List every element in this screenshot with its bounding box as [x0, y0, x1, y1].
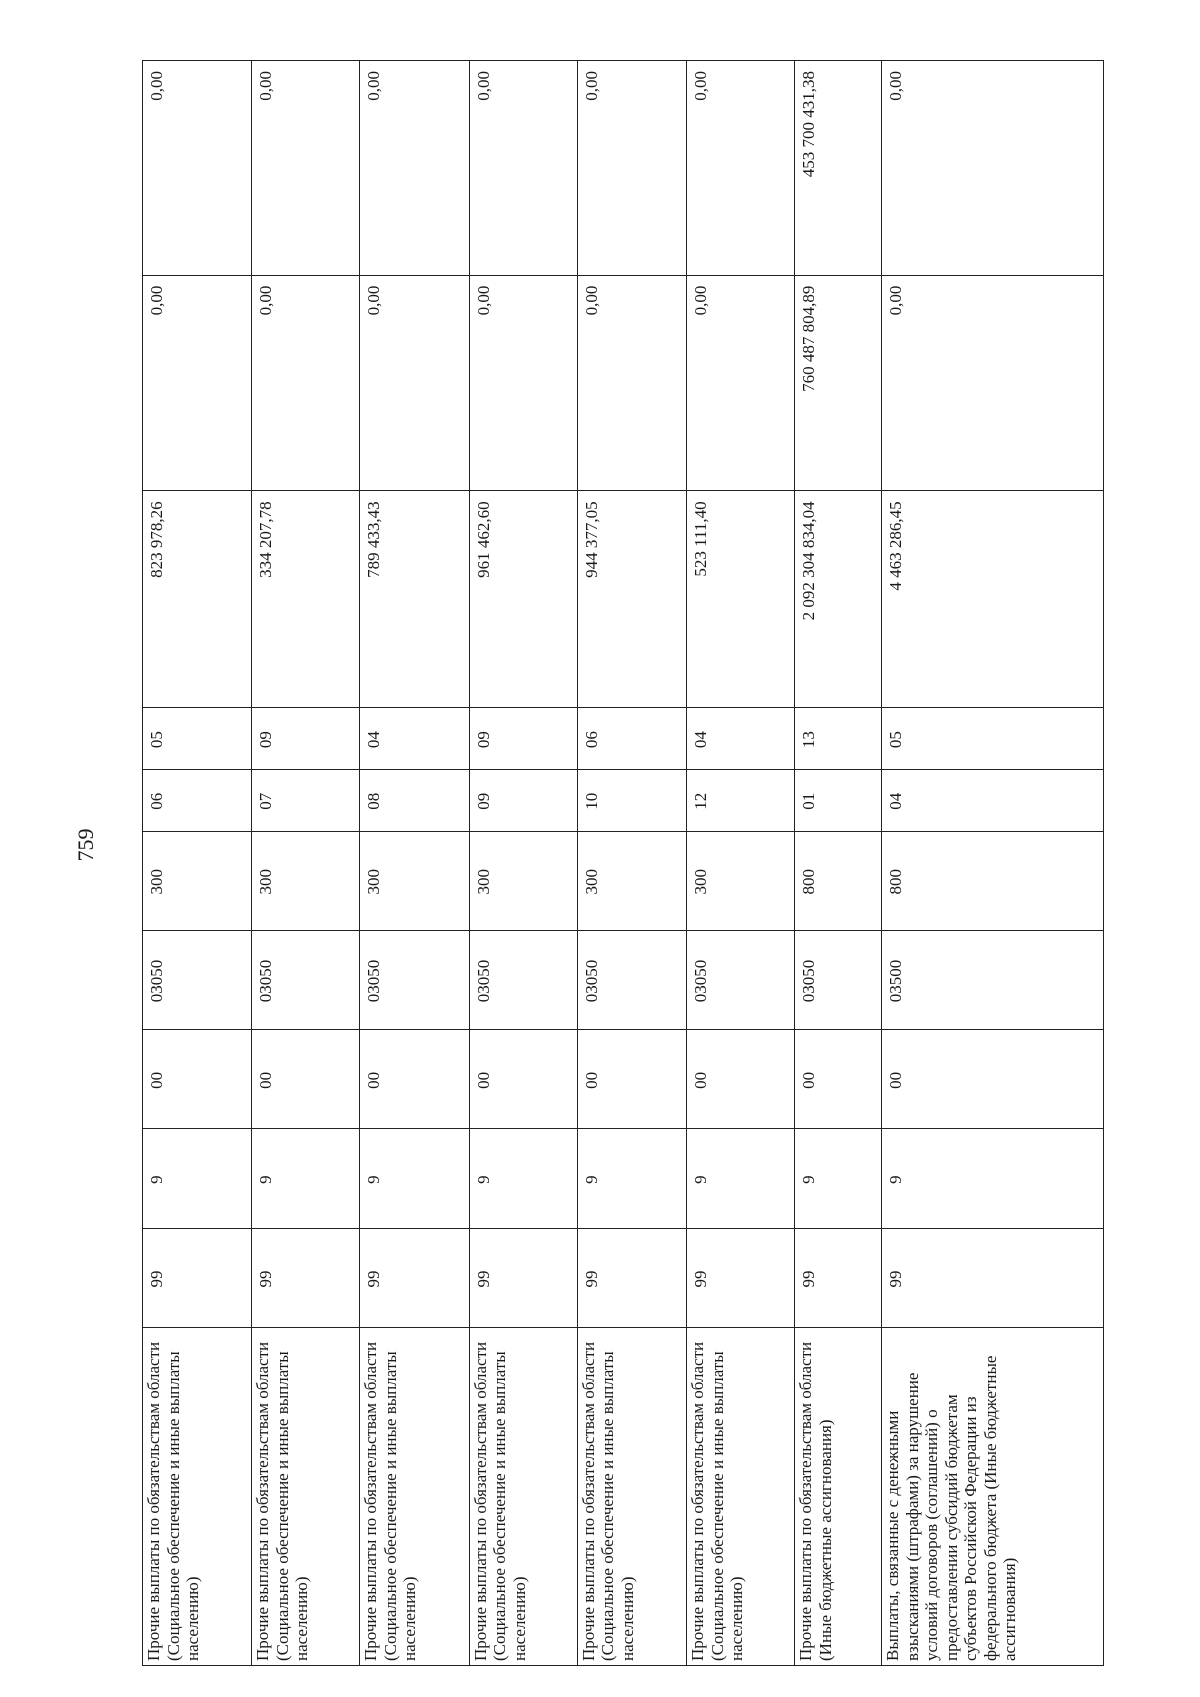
- section-code: 10: [577, 769, 686, 831]
- table-row: [252, 61, 360, 1666]
- amount-year-2: 760 487 804,89: [795, 275, 882, 491]
- subprogram-code: 9: [252, 1129, 360, 1228]
- expense-type-code: 300: [577, 831, 686, 930]
- direction-code: 03050: [469, 930, 577, 1029]
- expense-type-code: 300: [252, 831, 360, 930]
- table-row: [143, 61, 252, 1666]
- direction-code: 03050: [795, 930, 882, 1029]
- table-row: [469, 61, 577, 1666]
- subprogram-code: 9: [469, 1129, 577, 1228]
- amount-year-2: 0,00: [252, 275, 360, 491]
- main-event-code: 00: [882, 1030, 1104, 1129]
- subprogram-code: 9: [577, 1129, 686, 1228]
- amount-year-3: 0,00: [252, 61, 360, 276]
- amount-year-1: 334 207,78: [252, 491, 360, 708]
- amount-year-2: 0,00: [143, 275, 252, 491]
- row-description: Прочие выплаты по обязательствам области (Социальное обеспечение и иные выплаты населению): [687, 1328, 795, 1666]
- amount-year-1: 789 433,43: [360, 491, 469, 708]
- subsection-code: 13: [795, 708, 882, 770]
- main-event-code: 00: [252, 1030, 360, 1129]
- direction-code: 03050: [360, 930, 469, 1029]
- section-code: 07: [252, 769, 360, 831]
- amount-year-1: 523 111,40: [687, 491, 795, 708]
- main-event-code: 00: [687, 1030, 795, 1129]
- program-code: 99: [687, 1228, 795, 1327]
- table-row: [577, 61, 686, 1666]
- row-description: Прочие выплаты по обязательствам области (Социальное обеспечение и иные выплаты населению): [469, 1328, 577, 1666]
- direction-code: 03050: [687, 930, 795, 1029]
- main-event-code: 00: [795, 1030, 882, 1129]
- amount-year-1: 944 377,05: [577, 491, 686, 708]
- section-code: 01: [795, 769, 882, 831]
- row-description: Выплаты, связанные с денежными взысканиями (штрафами) за нарушение условий договоров (соглашений) о предоставлении субсидий бюджетам субъектов Российской Федерации из федерального бюджета (Иные бюджетные ассигнования): [882, 1328, 1104, 1666]
- budget-table-rotator: [142, 60, 1104, 1666]
- section-code: 09: [469, 769, 577, 831]
- program-code: 99: [143, 1228, 252, 1327]
- amount-year-1: 823 978,26: [143, 491, 252, 708]
- row-description: Прочие выплаты по обязательствам области (Социальное обеспечение и иные выплаты населению): [577, 1328, 686, 1666]
- table-row: [687, 61, 795, 1666]
- amount-year-1: 4 463 286,45: [882, 491, 1104, 708]
- table-row: [795, 61, 882, 1666]
- amount-year-1: 961 462,60: [469, 491, 577, 708]
- section-code: 04: [882, 769, 1104, 831]
- program-code: 99: [360, 1228, 469, 1327]
- program-code: 99: [252, 1228, 360, 1327]
- subsection-code: 06: [577, 708, 686, 770]
- table-row: [882, 61, 1104, 1666]
- amount-year-2: 0,00: [882, 275, 1104, 491]
- subsection-code: 04: [360, 708, 469, 770]
- subsection-code: 09: [469, 708, 577, 770]
- subprogram-code: 9: [360, 1129, 469, 1228]
- program-code: 99: [469, 1228, 577, 1327]
- row-description: Прочие выплаты по обязательствам области (Иные бюджетные ассигнования): [795, 1328, 882, 1666]
- direction-code: 03500: [882, 930, 1104, 1029]
- main-event-code: 00: [143, 1030, 252, 1129]
- section-code: 08: [360, 769, 469, 831]
- main-event-code: 00: [469, 1030, 577, 1129]
- subprogram-code: 9: [687, 1129, 795, 1228]
- amount-year-2: 0,00: [577, 275, 686, 491]
- row-description: Прочие выплаты по обязательствам области (Социальное обеспечение и иные выплаты населению): [143, 1328, 252, 1666]
- section-code: 06: [143, 769, 252, 831]
- subsection-code: 09: [252, 708, 360, 770]
- main-event-code: 00: [577, 1030, 686, 1129]
- expense-type-code: 800: [795, 831, 882, 930]
- program-code: 99: [882, 1228, 1104, 1327]
- subsection-code: 04: [687, 708, 795, 770]
- direction-code: 03050: [252, 930, 360, 1029]
- program-code: 99: [795, 1228, 882, 1327]
- amount-year-3: 0,00: [143, 61, 252, 276]
- amount-year-3: 0,00: [687, 61, 795, 276]
- subsection-code: 05: [143, 708, 252, 770]
- program-code: 99: [577, 1228, 686, 1327]
- budget-table: [142, 60, 1104, 1666]
- subprogram-code: 9: [795, 1129, 882, 1228]
- direction-code: 03050: [143, 930, 252, 1029]
- subsection-code: 05: [882, 708, 1104, 770]
- expense-type-code: 300: [360, 831, 469, 930]
- budget-table-container: [142, 60, 1104, 1666]
- table-row: [360, 61, 469, 1666]
- amount-year-1: 2 092 304 834,04: [795, 491, 882, 708]
- row-description: Прочие выплаты по обязательствам области (Социальное обеспечение и иные выплаты населению): [252, 1328, 360, 1666]
- expense-type-code: 300: [687, 831, 795, 930]
- amount-year-2: 0,00: [469, 275, 577, 491]
- amount-year-3: 0,00: [469, 61, 577, 276]
- amount-year-3: 453 700 431,38: [795, 61, 882, 276]
- amount-year-2: 0,00: [360, 275, 469, 491]
- main-event-code: 00: [360, 1030, 469, 1129]
- amount-year-3: 0,00: [577, 61, 686, 276]
- expense-type-code: 300: [143, 831, 252, 930]
- expense-type-code: 800: [882, 831, 1104, 930]
- amount-year-3: 0,00: [882, 61, 1104, 276]
- subprogram-code: 9: [882, 1129, 1104, 1228]
- row-description: Прочие выплаты по обязательствам области (Социальное обеспечение и иные выплаты населению): [360, 1328, 469, 1666]
- subprogram-code: 9: [143, 1129, 252, 1228]
- direction-code: 03050: [577, 930, 686, 1029]
- expense-type-code: 300: [469, 831, 577, 930]
- section-code: 12: [687, 769, 795, 831]
- page-number: 759: [73, 828, 98, 862]
- amount-year-2: 0,00: [687, 275, 795, 491]
- amount-year-3: 0,00: [360, 61, 469, 276]
